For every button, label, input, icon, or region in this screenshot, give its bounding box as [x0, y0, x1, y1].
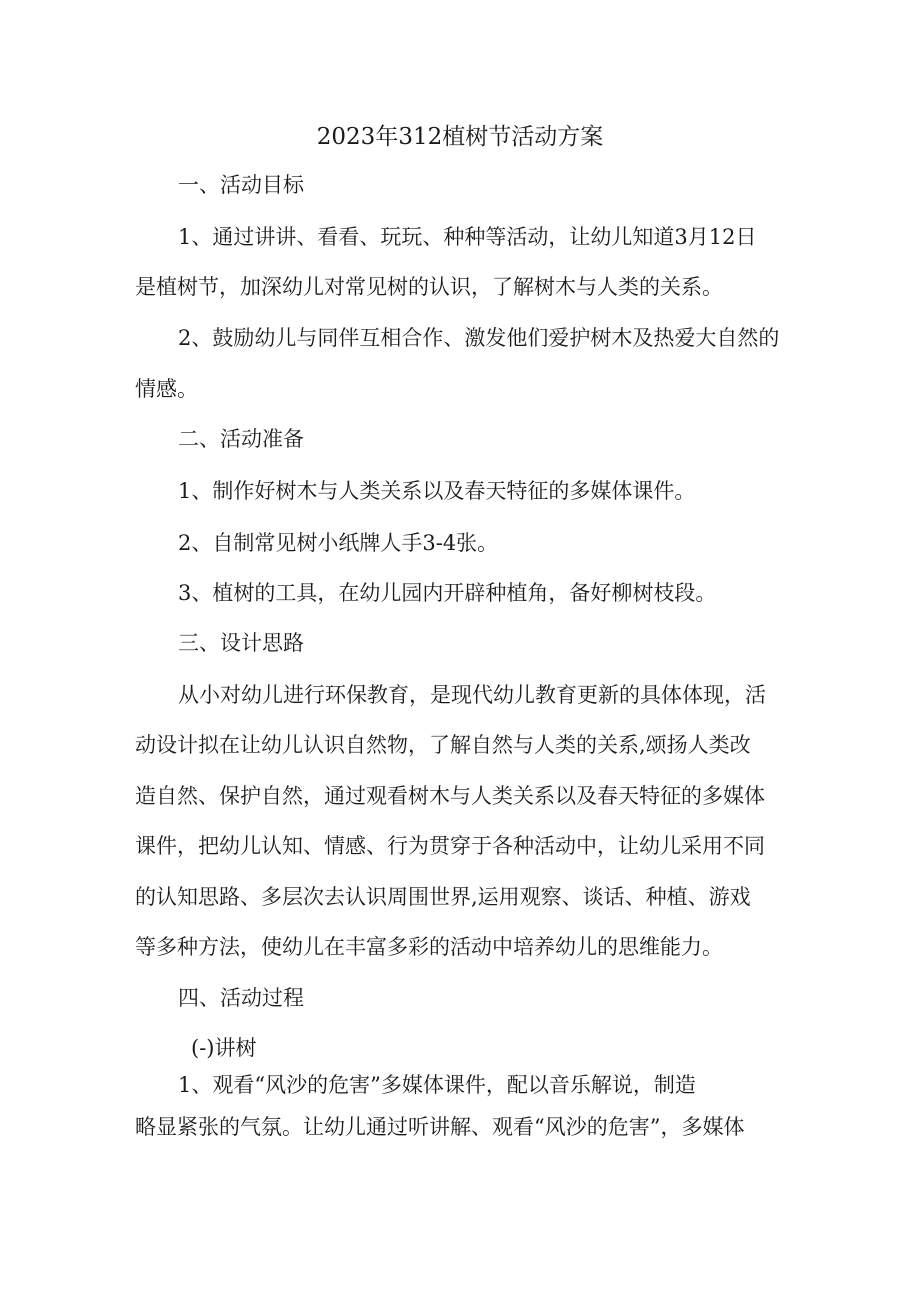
section-heading-process: 四、活动过程 — [178, 986, 304, 1010]
document-title: 2023年312植树节活动方案 — [316, 124, 604, 150]
design-paragraph-line-1: 从小对幼儿进行环保教育，是现代幼儿教育更新的具体体现，活 — [178, 683, 766, 707]
process-item-1-line-1: 1、观看“风沙的危害”多媒体课件，配以音乐解说，制造 — [178, 1073, 696, 1097]
subsection-heading-talk-trees: (-)讲树 — [191, 1036, 257, 1060]
goal-2-line-1: 2、鼓励幼儿与同伴互相合作、激发他们爱护树木及热爱大自然的 — [178, 326, 780, 350]
design-paragraph-line-3: 造自然、保护自然，通过观看树木与人类关系以及春天特征的多媒体 — [135, 784, 765, 808]
design-paragraph-line-5: 的认知思路、多层次去认识周围世界,运用观察、谈话、种植、游戏 — [135, 885, 751, 909]
goal-1-line-1: 1、通过讲讲、看看、玩玩、种种等活动，让幼儿知道3月12日 — [178, 225, 757, 249]
goal-1-line-2: 是植树节，加深幼儿对常见树的认识，了解树木与人类的关系。 — [135, 275, 723, 299]
process-item-1-line-2: 略显紧张的气氛。让幼儿通过听讲解、观看“风沙的危害”，多媒体 — [135, 1115, 745, 1139]
section-heading-preparation: 二、活动准备 — [178, 427, 304, 451]
section-heading-design: 三、设计思路 — [178, 631, 304, 655]
preparation-item-1: 1、制作好树木与人类关系以及春天特征的多媒体课件。 — [178, 479, 696, 503]
preparation-item-2: 2、自制常见树小纸牌人手3-4张。 — [178, 531, 499, 555]
section-heading-goals: 一、活动目标 — [178, 173, 304, 197]
design-paragraph-line-4: 课件，把幼儿认知、情感、行为贯穿于各种活动中，让幼儿采用不同 — [135, 834, 765, 858]
design-paragraph-line-6: 等多种方法，使幼儿在丰富多彩的活动中培养幼儿的思维能力。 — [135, 935, 723, 959]
preparation-item-3: 3、植树的工具，在幼儿园内开辟种植角，备好柳树枝段。 — [178, 581, 717, 605]
goal-2-line-2: 情感。 — [135, 377, 198, 401]
design-paragraph-line-2: 动设计拟在让幼儿认识自然物，了解自然与人类的关系,颂扬人类改 — [135, 733, 751, 757]
